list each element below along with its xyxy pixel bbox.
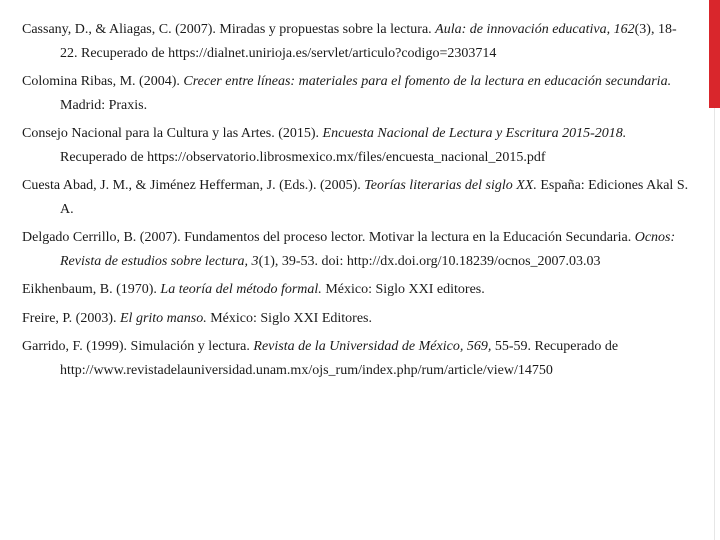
reference-garrido	[22, 335, 694, 382]
reference-eikhenbaum	[22, 278, 694, 302]
reference-source: El grito manso.	[120, 310, 207, 326]
reference-source: Ocnos: Revista de estudios sobre lectura, 3	[60, 230, 676, 269]
reference-text: Madrid: Praxis.	[60, 97, 148, 113]
reference-text: Cuesta Abad, J. M., & Jiménez Hefferman, J. (Eds.). (2005).	[22, 178, 365, 193]
reference-text: México: Siglo XXI editores.	[321, 282, 485, 297]
accent-bar	[709, 0, 720, 108]
reference-cassany	[22, 18, 694, 65]
reference-text: 55-59. Recuperado de http://www.revistadelauniversidad.unam.mx/ojs_rum/index.php/rum/article/view/14750	[60, 339, 619, 378]
reference-source: La teoría del método formal.	[160, 282, 322, 297]
reference-conaculta	[22, 122, 694, 169]
reference-text: Consejo Nacional para la Cultura y las Artes. (2015).	[22, 126, 323, 141]
reference-text: Recuperado de https://observatorio.librosmexico.mx/files/encuesta_nacional_2015.pdf	[60, 149, 546, 165]
divider-line	[714, 108, 715, 540]
reference-text: México: Siglo XXI Editores.	[206, 310, 372, 326]
reference-text: Freire, P. (2003).	[22, 310, 120, 326]
reference-text: (1), 39-53. doi: http://dx.doi.org/10.18239/ocnos_2007.03.03	[258, 253, 601, 269]
reference-text: Colomina Ribas, M. (2004).	[22, 74, 184, 89]
reference-text: España: Ediciones Akal S. A.	[60, 178, 689, 217]
reference-text: Eikhenbaum, B. (1970).	[22, 282, 161, 297]
reference-freire	[22, 307, 694, 331]
reference-source: Teorías literarias del siglo XX.	[364, 178, 537, 193]
reference-list	[22, 18, 694, 387]
reference-source: Encuesta Nacional de Lectura y Escritura 2015-2018.	[322, 126, 627, 141]
reference-text: Delgado Cerrillo, B. (2007). Fundamentos del proceso lector. Motivar la lectura en la Educación Secundaria.	[22, 230, 635, 245]
reference-text: Garrido, F. (1999). Simulación y lectura.	[22, 339, 254, 354]
reference-source: Revista de la Universidad de México, 569,	[253, 339, 492, 354]
reference-cuesta	[22, 174, 694, 221]
reference-colomina	[22, 70, 694, 117]
reference-source: Aula: de innovación educativa, 162	[435, 22, 635, 37]
reference-text: (3), 18-22. Recuperado de https://dialnet.unirioja.es/servlet/articulo?codigo=2303714	[60, 22, 677, 61]
reference-text: Cassany, D., & Aliagas, C. (2007). Miradas y propuestas sobre la lectura.	[22, 22, 436, 37]
reference-delgado	[22, 226, 694, 273]
reference-source: Crecer entre líneas: materiales para el fomento de la lectura en educación secundaria.	[183, 74, 672, 89]
